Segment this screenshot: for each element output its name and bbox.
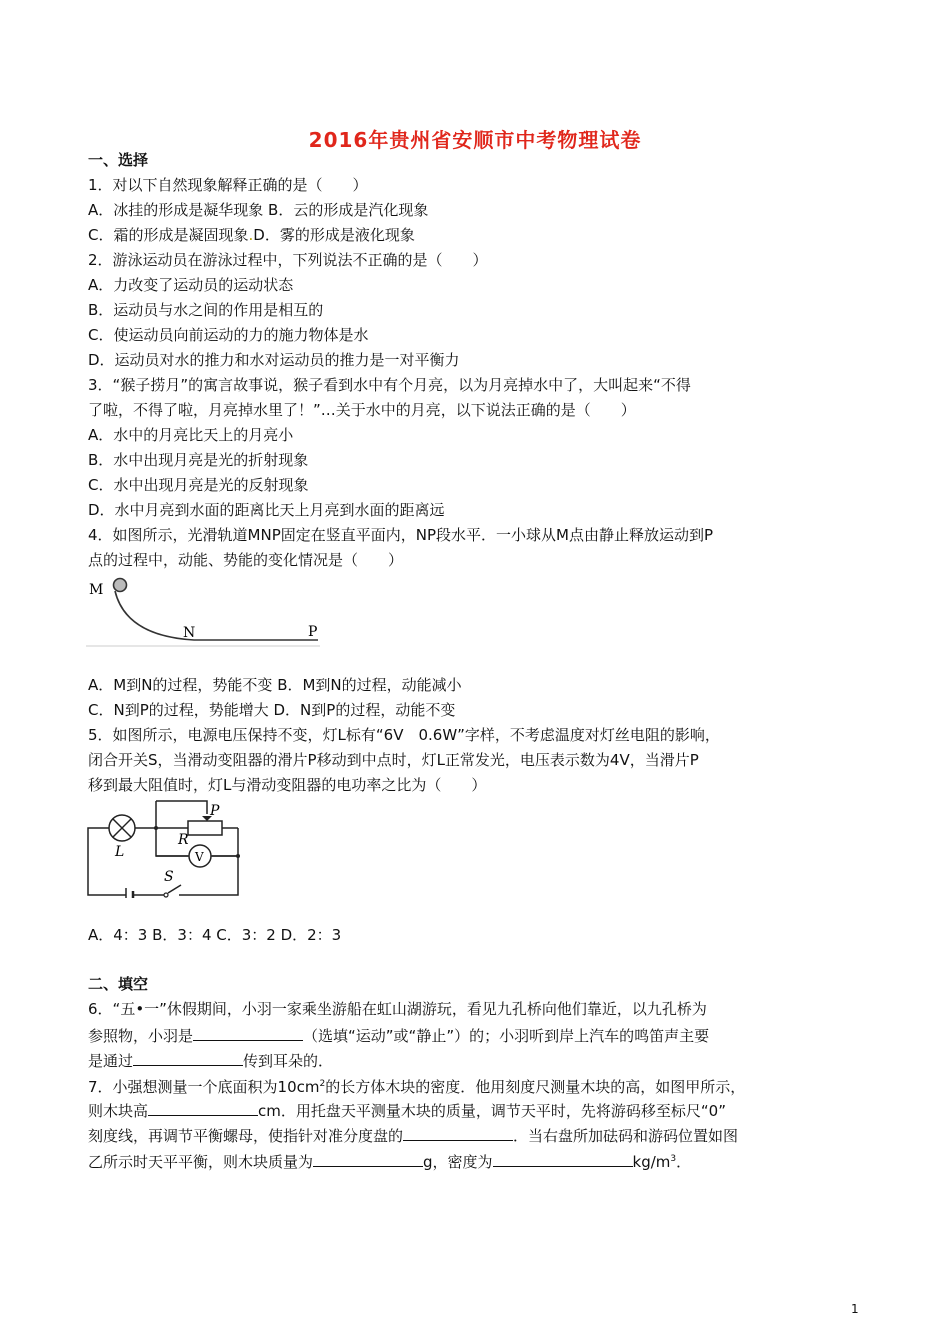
q5-stem-line1: 5．如图所示，电源电压保持不变，灯L标有“6V 0.6W”字样，不考虑温度对灯丝电阻的影响， (88, 726, 720, 744)
q3-option-c: C．水中出现月亮是光的反射现象 (88, 476, 309, 494)
q3-option-d: D．水中月亮到水面的距离比天上月亮到水面的距离远 (88, 501, 445, 519)
q6-line1: 6．“五•一”休假期间，小羽一家乘坐游船在虹山湖游玩，看见九孔桥向他们靠近，以九孔桥为 (88, 1000, 707, 1018)
q7-text: ．当右盘所加砝码和游码位置如图 (513, 1127, 739, 1145)
q7-line1 (88, 1074, 745, 1097)
q7-line3 (88, 1124, 738, 1146)
q3-option-b: B．水中出现月亮是光的折射现象 (88, 451, 309, 469)
label-s: S (164, 869, 174, 885)
q6-text: 参照物，小羽是 (88, 1027, 194, 1045)
q4-stem-line2: 点的过程中，动能、势能的变化情况是（ ） (88, 551, 404, 569)
circuit-figure (84, 798, 244, 898)
q2-option-d: D．运动员对水的推力和水对运动员的推力是一对平衡力 (88, 351, 460, 369)
q4-options-ab: A．M到N的过程，势能不变 B．M到N的过程，动能减小 (88, 676, 462, 694)
label-r: R (178, 832, 189, 848)
q5-stem-line3: 移到最大阻值时，灯L与滑动变阻器的电功率之比为（ ） (88, 776, 487, 794)
q7-text: cm．用托盘天平测量木块的质量，调节天平时，先将游码移至标尺“0” (258, 1102, 726, 1120)
q2-option-a: A．力改变了运动员的运动状态 (88, 276, 294, 294)
q6-line3 (88, 1049, 333, 1071)
q7-text: g，密度为 (423, 1153, 493, 1171)
q7-text: 的长方体木块的密度．他用刻度尺测量木块的高，如图甲所示， (325, 1078, 746, 1096)
q3-stem-line1: 3．“猴子捞月”的寓言故事说，猴子看到水中有个月亮，以为月亮掉水中了，大叫起来“不得 (88, 376, 691, 394)
svg-text:V: V (195, 850, 204, 864)
q4-stem-line1: 4．如图所示，光滑轨道MNP固定在竖直平面内，NP段水平．一小球从M点由静止释放运动到P (88, 526, 714, 544)
q3-option-a: A．水中的月亮比天上的月亮小 (88, 426, 294, 444)
section-heading-choice: 一、选择 (88, 151, 149, 169)
q6-text: 是通过 (88, 1052, 134, 1070)
label-p: P (308, 624, 318, 640)
q7-text: 7．小强想测量一个底面积为10cm (88, 1078, 320, 1096)
q7-text: kg/m (632, 1153, 671, 1171)
q7-text: 乙所示时天平平衡，则木块质量为 (88, 1153, 314, 1171)
lamp-symbol (109, 815, 135, 841)
stray-dot: . (248, 226, 254, 244)
q1-stem: 1．对以下自然现象解释正确的是（ ） (88, 176, 368, 194)
q1-option-d: D．雾的形成是液化现象 (253, 226, 415, 244)
q5-stem-line2: 闭合开关S，当滑动变阻器的滑片P移动到中点时，灯L正常发光，电压表示数为4V，当滑片P (88, 751, 699, 769)
label-m: M (89, 582, 104, 598)
junction-dot (236, 854, 240, 858)
track-curve (115, 591, 318, 640)
q7-text: ． (676, 1153, 692, 1171)
ball (114, 579, 127, 592)
q2-option-c: C．使运动员向前运动的力的施力物体是水 (88, 326, 369, 344)
q7-text: 则木块高 (88, 1102, 149, 1120)
q1-option-c: C．霜的形成是凝固现象 (88, 226, 249, 244)
voltmeter-symbol (189, 845, 211, 867)
page-number: 1 (851, 1302, 859, 1316)
q6-line2 (88, 1024, 709, 1046)
page-title: 2016年贵州省安顺市中考物理试卷 (308, 128, 642, 152)
rheostat-symbol (188, 821, 222, 835)
label-l: L (115, 844, 125, 860)
label-p: P (210, 803, 220, 819)
section-heading-fill: 二、填空 (88, 975, 149, 993)
blank-field[interactable] (148, 1099, 258, 1116)
junction-dot (154, 826, 158, 830)
blank-field[interactable] (493, 1150, 633, 1167)
q6-text: 传到耳朵的． (243, 1052, 334, 1070)
superscript: 2 (319, 1079, 326, 1089)
superscript: 3 (670, 1154, 677, 1164)
q1-options-ab: A．冰挂的形成是凝华现象 B．云的形成是汽化现象 (88, 201, 429, 219)
q7-text: 刻度线，再调节平衡螺母，使指针对准分度盘的 (88, 1127, 404, 1145)
blank-field[interactable] (133, 1049, 243, 1066)
q5-options: A．4：3 B．3：4 C．3：2 D．2：3 (88, 926, 342, 944)
blank-field[interactable] (403, 1124, 513, 1141)
track-figure (86, 574, 326, 652)
blank-field[interactable] (313, 1150, 423, 1167)
q6-text: （选填“运动”或“静止”）的；小羽听到岸上汽车的鸣笛声主要 (303, 1027, 710, 1045)
q2-stem: 2．游泳运动员在游泳过程中，下列说法不正确的是（ ） (88, 251, 488, 269)
q3-stem-line2: 了啦，不得了啦，月亮掉水里了！”…关于水中的月亮，以下说法正确的是（ ） (88, 401, 636, 419)
q1-options-cd (88, 225, 415, 245)
q4-options-cd: C．N到P的过程，势能增大 D．N到P的过程，动能不变 (88, 701, 456, 719)
q2-option-b: B．运动员与水之间的作用是相互的 (88, 301, 324, 319)
label-n: N (183, 625, 196, 641)
q7-line4 (88, 1149, 691, 1172)
switch-symbol (164, 885, 181, 897)
blank-field[interactable] (193, 1024, 303, 1041)
q7-line2 (88, 1099, 726, 1121)
